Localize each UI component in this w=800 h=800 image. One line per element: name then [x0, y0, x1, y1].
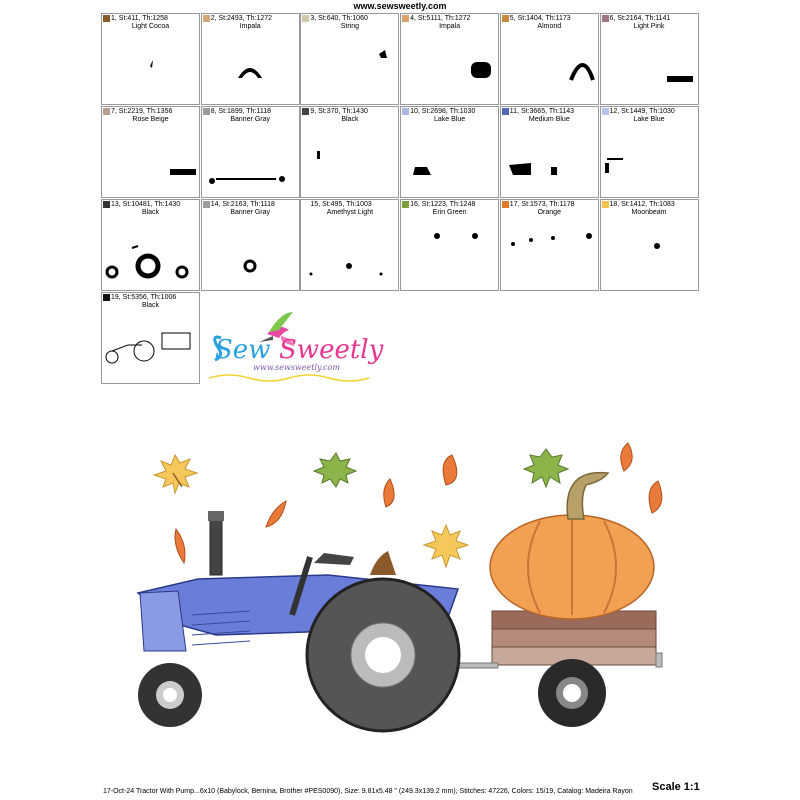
color-swatch [302, 201, 309, 208]
color-step-label [502, 15, 597, 22]
thread-name: Impala [439, 23, 461, 30]
footer-details: 17-Oct-24 Tractor With Pump...6x10 (Babylock, Bernina, Brother #PES0090), Size: 9.81x5.48 " (249.3x139.2 mm), Stitches: 47226, Colors: 15/19, Catalog: Madeira Rayon [103, 788, 633, 795]
color-step-label [602, 108, 697, 115]
color-step-cell [400, 199, 499, 291]
maple-leaf-yellow-2 [424, 525, 468, 567]
color-swatch [502, 15, 509, 22]
thread-name: Black [141, 302, 160, 309]
color-step-cell [500, 106, 599, 198]
color-step-cell [300, 13, 399, 105]
step-text: 16, St:1223, Th:1248 [410, 201, 476, 208]
step-text: 8, St:1899, Th:1118 [210, 108, 272, 115]
pumpkin [490, 473, 654, 619]
color-step-label [302, 108, 397, 115]
step-text: 2, St:2493, Th:1272 [210, 15, 273, 22]
step-text: 14, St:2163, Th:1118 [210, 201, 275, 208]
svg-text:Sew: Sew [215, 335, 271, 365]
color-step-cell [101, 199, 200, 291]
color-step-cell [400, 13, 499, 105]
design-preview [100, 425, 700, 745]
thread-name: Banner Gray [230, 209, 271, 216]
thread-name: Almond [537, 23, 562, 30]
site-url[interactable]: www.sewsweetly.com [353, 1, 447, 11]
color-swatch [302, 108, 309, 115]
color-swatch [302, 15, 309, 22]
color-swatch [103, 15, 110, 22]
thread-name: Impala [239, 23, 261, 30]
sew-sweetly-logo [207, 306, 397, 386]
logo-url: www.sewsweetly.com [253, 363, 340, 372]
thread-name: Black [341, 116, 359, 123]
thread-name: Amethyst Light [326, 209, 374, 216]
thread-name: Light Cocoa [131, 23, 170, 30]
color-step-label [103, 108, 198, 115]
color-step-label [302, 15, 397, 22]
color-step-label [203, 108, 298, 115]
leaf-orange-3 [384, 479, 394, 507]
color-step-label [302, 201, 397, 208]
color-swatch [203, 15, 210, 22]
color-swatch [602, 201, 609, 208]
color-swatch [203, 201, 210, 208]
thread-name: String [340, 23, 360, 30]
color-swatch [103, 108, 110, 115]
color-step-cell [300, 199, 399, 291]
step-text: 1, St:411, Th:1258 [111, 15, 168, 22]
thread-name: Orange [537, 209, 561, 216]
color-swatch [502, 201, 509, 208]
trailer [458, 611, 662, 668]
color-step-cell [201, 199, 300, 291]
tractor-front-wheel [138, 663, 202, 727]
step-text: 17, St:1573, Th:1178 [509, 201, 575, 208]
color-step-label [502, 201, 597, 208]
scale-label: Scale 1:1 [652, 781, 700, 793]
step-text: 11, St:3665, Th:1143 [509, 108, 575, 115]
leaf-orange-2 [175, 529, 185, 563]
color-step-label [502, 108, 597, 115]
color-step-label [103, 15, 198, 22]
color-step-cell [600, 13, 699, 105]
color-swatch [602, 15, 609, 22]
color-step-label [402, 201, 497, 208]
step-text: 13, St:10481, Th:1430 [111, 201, 181, 208]
step-text: 15, St:495, Th:1003 [310, 201, 372, 208]
color-step-label [602, 201, 697, 208]
step-text: 12, St:1449, Th:1030 [609, 108, 675, 115]
color-step-cell [500, 13, 599, 105]
step-text: 6, St:2164, Th:1141 [609, 15, 671, 22]
color-step-cell [300, 106, 399, 198]
color-step-label [602, 15, 697, 22]
leaf-orange-5 [621, 443, 632, 471]
color-swatch [203, 108, 210, 115]
thread-name: Moonbeam [631, 209, 667, 216]
step-text: 19, St:5356, Th:1006 [111, 294, 177, 301]
color-swatch [103, 201, 110, 208]
thread-name: Erin Green [432, 209, 467, 216]
color-step-cell [101, 106, 200, 198]
step-text: 5, St:1404, Th:1173 [509, 15, 571, 22]
maple-leaf-green-1 [314, 453, 356, 487]
color-step-label [402, 108, 497, 115]
tractor-rear-wheel [307, 579, 459, 731]
leaf-orange-1 [266, 501, 286, 527]
thread-name: Rose Beige [132, 116, 169, 123]
color-swatch [502, 108, 509, 115]
maple-leaf-yellow-1 [154, 455, 197, 493]
color-step-label [402, 15, 497, 22]
trailer-wheel [538, 659, 606, 727]
thread-name: Lake Blue [434, 116, 466, 123]
thread-name: Banner Gray [230, 116, 271, 123]
color-swatch [602, 108, 609, 115]
color-step-cell [101, 292, 200, 384]
step-text: 7, St:2219, Th:1356 [111, 108, 173, 115]
color-step-label [203, 15, 298, 22]
color-step-cell [600, 199, 699, 291]
color-step-label [203, 201, 298, 208]
step-text: 10, St:2698, Th:1030 [410, 108, 476, 115]
color-step-cell [201, 106, 300, 198]
step-text: 3, St:640, Th:1060 [310, 15, 368, 22]
color-step-cell [101, 13, 200, 105]
thread-name: Medium Blue [528, 116, 570, 123]
step-text: 9, St:370, Th:1430 [310, 108, 368, 115]
color-step-label [103, 201, 198, 208]
color-swatch [402, 15, 409, 22]
color-swatch [103, 294, 110, 301]
color-swatch [402, 108, 409, 115]
svg-text:Sweetly: Sweetly [279, 335, 384, 365]
color-step-cell [500, 199, 599, 291]
thread-name: Lake Blue [633, 116, 665, 123]
thread-name: Light Pink [633, 23, 665, 30]
color-step-cell [600, 106, 699, 198]
color-step-cell [201, 13, 300, 105]
step-text: 4, St:5111, Th:1272 [410, 15, 471, 22]
color-step-cell [400, 106, 499, 198]
color-step-label [103, 294, 198, 301]
color-sequence-grid [101, 13, 699, 309]
step-text: 18, St:1412, Th:1083 [609, 201, 675, 208]
maple-leaf-green-2 [524, 449, 568, 487]
thread-name: Black [141, 209, 160, 216]
leaf-orange-6 [649, 481, 662, 513]
color-swatch [402, 201, 409, 208]
leaf-orange-4 [443, 455, 457, 485]
